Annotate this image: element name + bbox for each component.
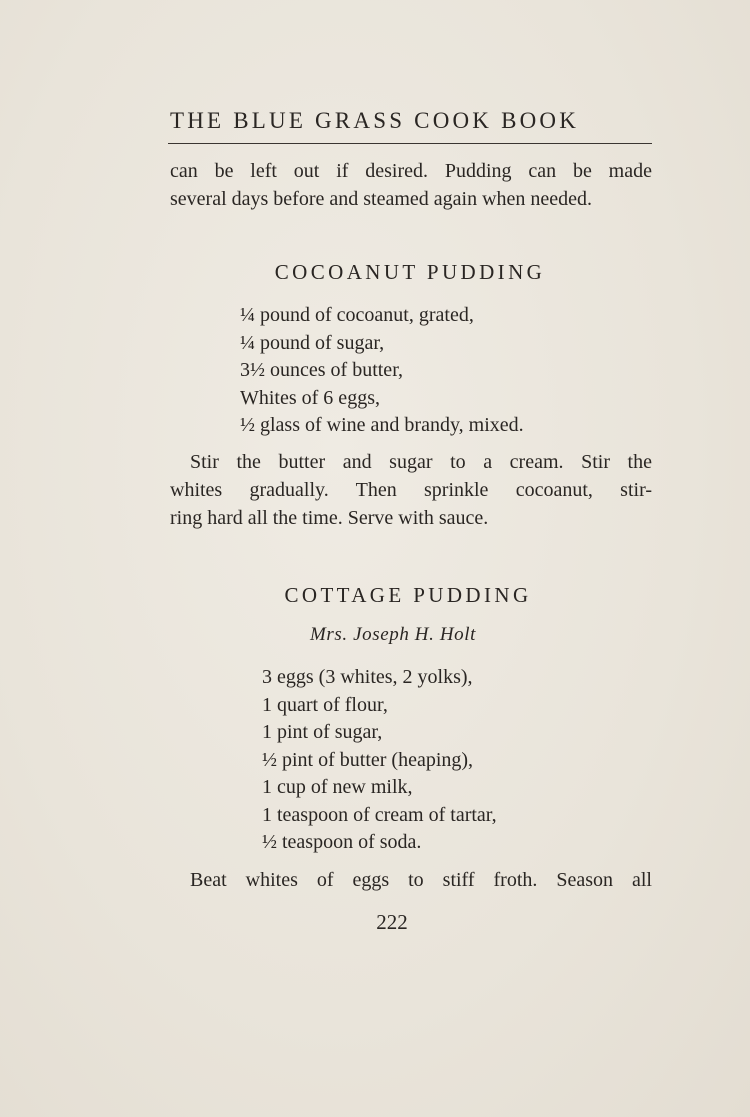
paragraph-line: ring hard all the time. Serve with sauce. [170, 507, 489, 529]
paragraph-line: Stir the butter and sugar to a cream. Stir the [190, 451, 652, 473]
paragraph-line: several days before and steamed again when needed. [170, 188, 593, 210]
running-head: THE BLUE GRASS COOK BOOK [170, 108, 580, 133]
recipe-title-cocoanut-pudding: COCOANUT PUDDING [274, 260, 546, 284]
recipe-title-cottage-pudding: COTTAGE PUDDING [284, 583, 532, 607]
ingredient-list-cocoanut [240, 302, 524, 440]
header-rule [168, 143, 652, 144]
directions-cottage [170, 866, 652, 894]
page-number: 222 [376, 910, 408, 934]
ingredient-list-cottage [262, 664, 497, 857]
ingredient-item: 1 teaspoon of cream of tartar, [262, 803, 497, 826]
recipe-byline: Mrs. Joseph H. Holt [309, 624, 477, 645]
ingredient-item: 1 cup of new milk, [262, 776, 413, 798]
ingredient-item: 3 eggs (3 whites, 2 yolks), [262, 666, 473, 688]
ingredient-item: 1 quart of flour, [262, 693, 388, 716]
ingredient-item: 1 pint of sugar, [262, 721, 383, 743]
ingredient-item: ¼ pound of cocoanut, grated, [240, 304, 474, 326]
ingredient-item: ½ pint of butter (heaping), [262, 748, 474, 771]
paragraph-line: can be left out if desired. Pudding can be made [170, 160, 652, 182]
intro-paragraph [170, 157, 652, 213]
ingredient-item: 3½ ounces of butter, [240, 359, 404, 381]
ingredient-item: Whites of 6 eggs, [240, 386, 380, 409]
directions-cocoanut [170, 448, 652, 532]
paragraph-line: whites gradually. Then sprinkle cocoanut, stir- [170, 479, 652, 501]
ingredient-item: ¼ pound of sugar, [240, 331, 385, 354]
paragraph-line: Beat whites of eggs to stiff froth. Season all [190, 869, 652, 891]
ingredient-item: ½ glass of wine and brandy, mixed. [240, 414, 524, 436]
ingredient-item: ½ teaspoon of soda. [262, 831, 422, 853]
